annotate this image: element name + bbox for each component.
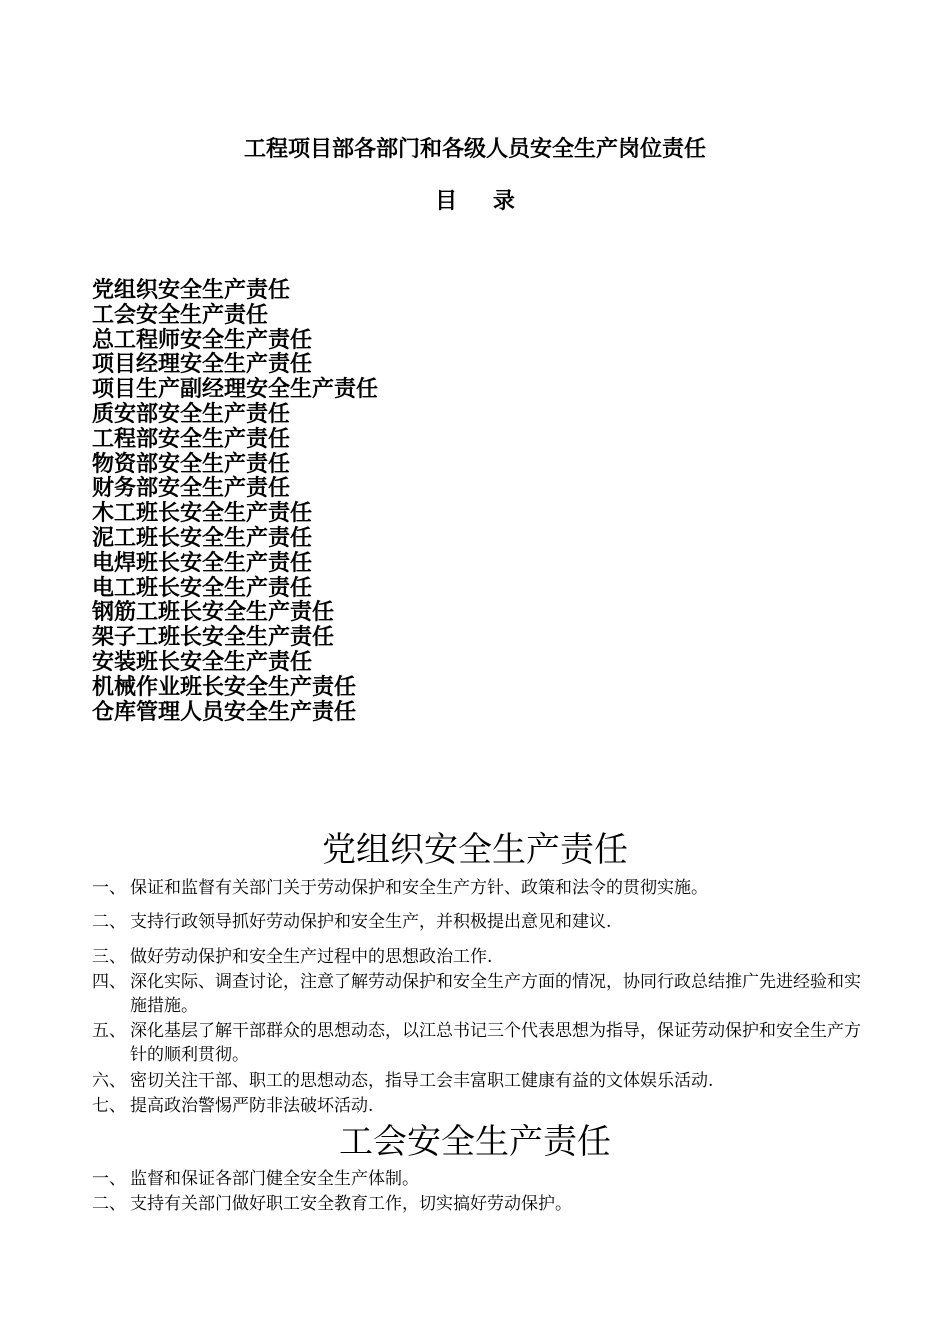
clause-number: 六、 (92, 1071, 126, 1091)
toc-item: 党组织安全生产责任 (92, 277, 291, 303)
clause-number: 一、 (92, 878, 126, 898)
toc-item: 电焊班长安全生产责任 (92, 549, 313, 576)
clause (92, 1019, 864, 1067)
toc-item: 木工班长安全生产责任 (92, 500, 313, 527)
toc-item: 质安部安全生产责任 (92, 400, 291, 427)
clause (92, 970, 864, 1018)
toc-item: 钢筋工班长安全生产责任 (92, 599, 335, 626)
clause (92, 876, 864, 900)
toc-item: 工程部安全生产责任 (92, 425, 291, 452)
clause-text: 提高政治警惕严防非法破坏活动. (130, 1096, 374, 1116)
clause (92, 1167, 864, 1191)
clause-text: 支持行政领导抓好劳动保护和安全生产，并积极提出意见和建议. (130, 912, 612, 932)
toc-item: 电工班长安全生产责任 (92, 574, 313, 601)
clause-number: 五、 (92, 1021, 126, 1041)
clause-number: 二、 (92, 1194, 126, 1214)
clause (92, 910, 864, 934)
toc-item: 机械作业班长安全生产责任 (92, 673, 357, 700)
toc-item: 物资部安全生产责任 (92, 450, 291, 477)
clause-text: 密切关注干部、职工的思想动态，指导工会丰富职工健康有益的文体娱乐活动. (130, 1071, 714, 1091)
clause-number: 二、 (92, 912, 126, 932)
clause-text: 监督和保证各部门健全安全生产体制。 (130, 1169, 419, 1189)
clause-number: 七、 (92, 1096, 126, 1116)
section-title: 党组织安全生产责任 (322, 830, 628, 870)
clause-text: 支持有关部门做好职工安全教育工作，切实搞好劳动保护。 (130, 1194, 572, 1214)
toc-item: 仓库管理人员安全生产责任 (92, 698, 357, 725)
toc-item: 工会安全生产责任 (92, 301, 269, 328)
clause-number: 四、 (92, 972, 126, 992)
clause (92, 1094, 864, 1118)
toc-item: 安装班长安全生产责任 (92, 648, 313, 675)
toc-item: 项目经理安全生产责任 (92, 351, 313, 378)
clause-text: 深化实际、调查讨论，注意了解劳动保护和安全生产方面的情况，协同行政总结推广先进经验和实施措施。 (130, 972, 861, 1016)
clause (92, 1192, 864, 1216)
toc-heading: 目 录 (435, 188, 529, 214)
clause (92, 945, 864, 969)
clause-text: 深化基层了解干部群众的思想动态，以江总书记三个代表思想为指导，保证劳动保护和安全生产方针的顺利贯彻。 (130, 1021, 861, 1065)
toc-item: 泥工班长安全生产责任 (92, 524, 313, 551)
toc-item: 财务部安全生产责任 (92, 475, 291, 502)
table-of-contents (92, 278, 378, 724)
toc-item: 项目生产副经理安全生产责任 (92, 376, 379, 403)
clause-text: 做好劳动保护和安全生产过程中的思想政治工作. (130, 947, 493, 967)
clause-number: 三、 (92, 947, 126, 967)
document-title: 工程项目部各部门和各级人员安全生产岗位责任 (243, 136, 706, 162)
toc-item: 架子工班长安全生产责任 (92, 624, 335, 651)
clause-number: 一、 (92, 1169, 126, 1189)
toc-item: 总工程师安全生产责任 (92, 326, 313, 353)
clause-text: 保证和监督有关部门关于劳动保护和安全生产方针、政策和法令的贯彻实施。 (130, 878, 708, 898)
section-title: 工会安全生产责任 (339, 1122, 611, 1162)
clause (92, 1069, 864, 1093)
